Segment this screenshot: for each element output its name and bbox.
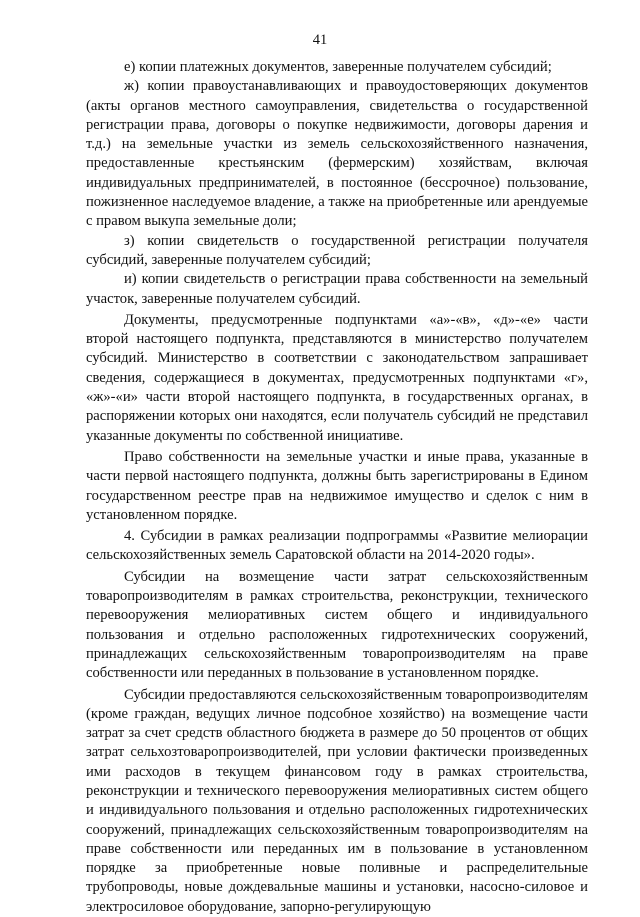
paragraph-item-i: и) копии свидетельств о регистрации права собственности на земельный участок, заверенные получателем субсидий. <box>86 270 588 309</box>
paragraph-subsidy-purpose: Субсидии на возмещение части затрат сельскохозяйственным товаропроизводителям в рамках строительства, реконструкции, технического перевооружения мелиоративных систем общего и индивидуального пользования и отдельно расположенных гидротехнических сооружений, принадлежащих сельскохозяйственным товаропроизводителям на праве собственности или переданных в пользование в установленном порядке. <box>86 568 588 684</box>
page-number: 41 <box>0 32 640 49</box>
paragraph-item-e: е) копии платежных документов, заверенные получателем субсидий; <box>86 58 588 77</box>
document-body <box>86 58 588 917</box>
paragraph-subsidy-conditions: Субсидии предоставляются сельскохозяйственным товаропроизводителям (кроме граждан, ведущих личное подсобное хозяйство) на возмещение части затрат за счет средств областного бюджета в размере до 50 процентов от общих затрат сельхозтоваропроизводителей, при условии фактически произведенных ими расходов в текущем финансовом году в рамках строительства, реконструкции и технического перевооружения мелиоративных систем общего и индивидуального пользования и отдельно расположенных гидротехнических сооружений, принадлежащих сельскохозяйственным товаропроизводителям на праве собственности или переданных им в пользование в установленном порядке за приобретенные новые поливные и распределительные трубопроводы, новые дождевальные машины и установки, насосно-силовое и электросиловое оборудование, запорно-регулирующую <box>86 686 588 917</box>
paragraph-item-z: з) копии свидетельств о государственной регистрации получателя субсидий, заверенные получателем субсидий; <box>86 232 588 271</box>
paragraph-item-zh: ж) копии правоустанавливающих и правоудостоверяющих документов (акты органов местного самоуправления, свидетельства о государственной регистрации права, договоры о покупке недвижимости, договоры дарения и т.д.) на земельные участки из земель сельскохозяйственного назначения, предоставленные крестьянским (фермерским) хозяйствам, включая индивидуальных предпринимателей, в постоянное (бессрочное) пользование, пожизненное наследуемое владение, а также на приобретенные или арендуемые с правом выкупа земельные доли; <box>86 77 588 231</box>
paragraph-ownership-rights: Право собственности на земельные участки и иные права, указанные в части первой настоящего подпункта, должны быть зарегистрированы в Едином государственном реестре прав на недвижимое имущество и сделок с ним в установленном порядке. <box>86 448 588 525</box>
paragraph-documents: Документы, предусмотренные подпунктами «а»-«в», «д»-«е» части второй настоящего подпункта, представляются в министерство получателем субсидий. Министерство в соответствии с законодательством запрашивает сведения, содержащиеся в документах, предусмотренных подпунктами «г», «ж»-«и» части второй настоящего подпункта, в государственных органах, в распоряжении которых они находятся, если получатель субсидий не представил указанные документы по собственной инициативе. <box>86 311 588 446</box>
section-heading-4: 4. Субсидии в рамках реализации подпрограммы «Развитие мелиорации сельскохозяйственных земель Саратовской области на 2014-2020 годы». <box>86 527 588 566</box>
